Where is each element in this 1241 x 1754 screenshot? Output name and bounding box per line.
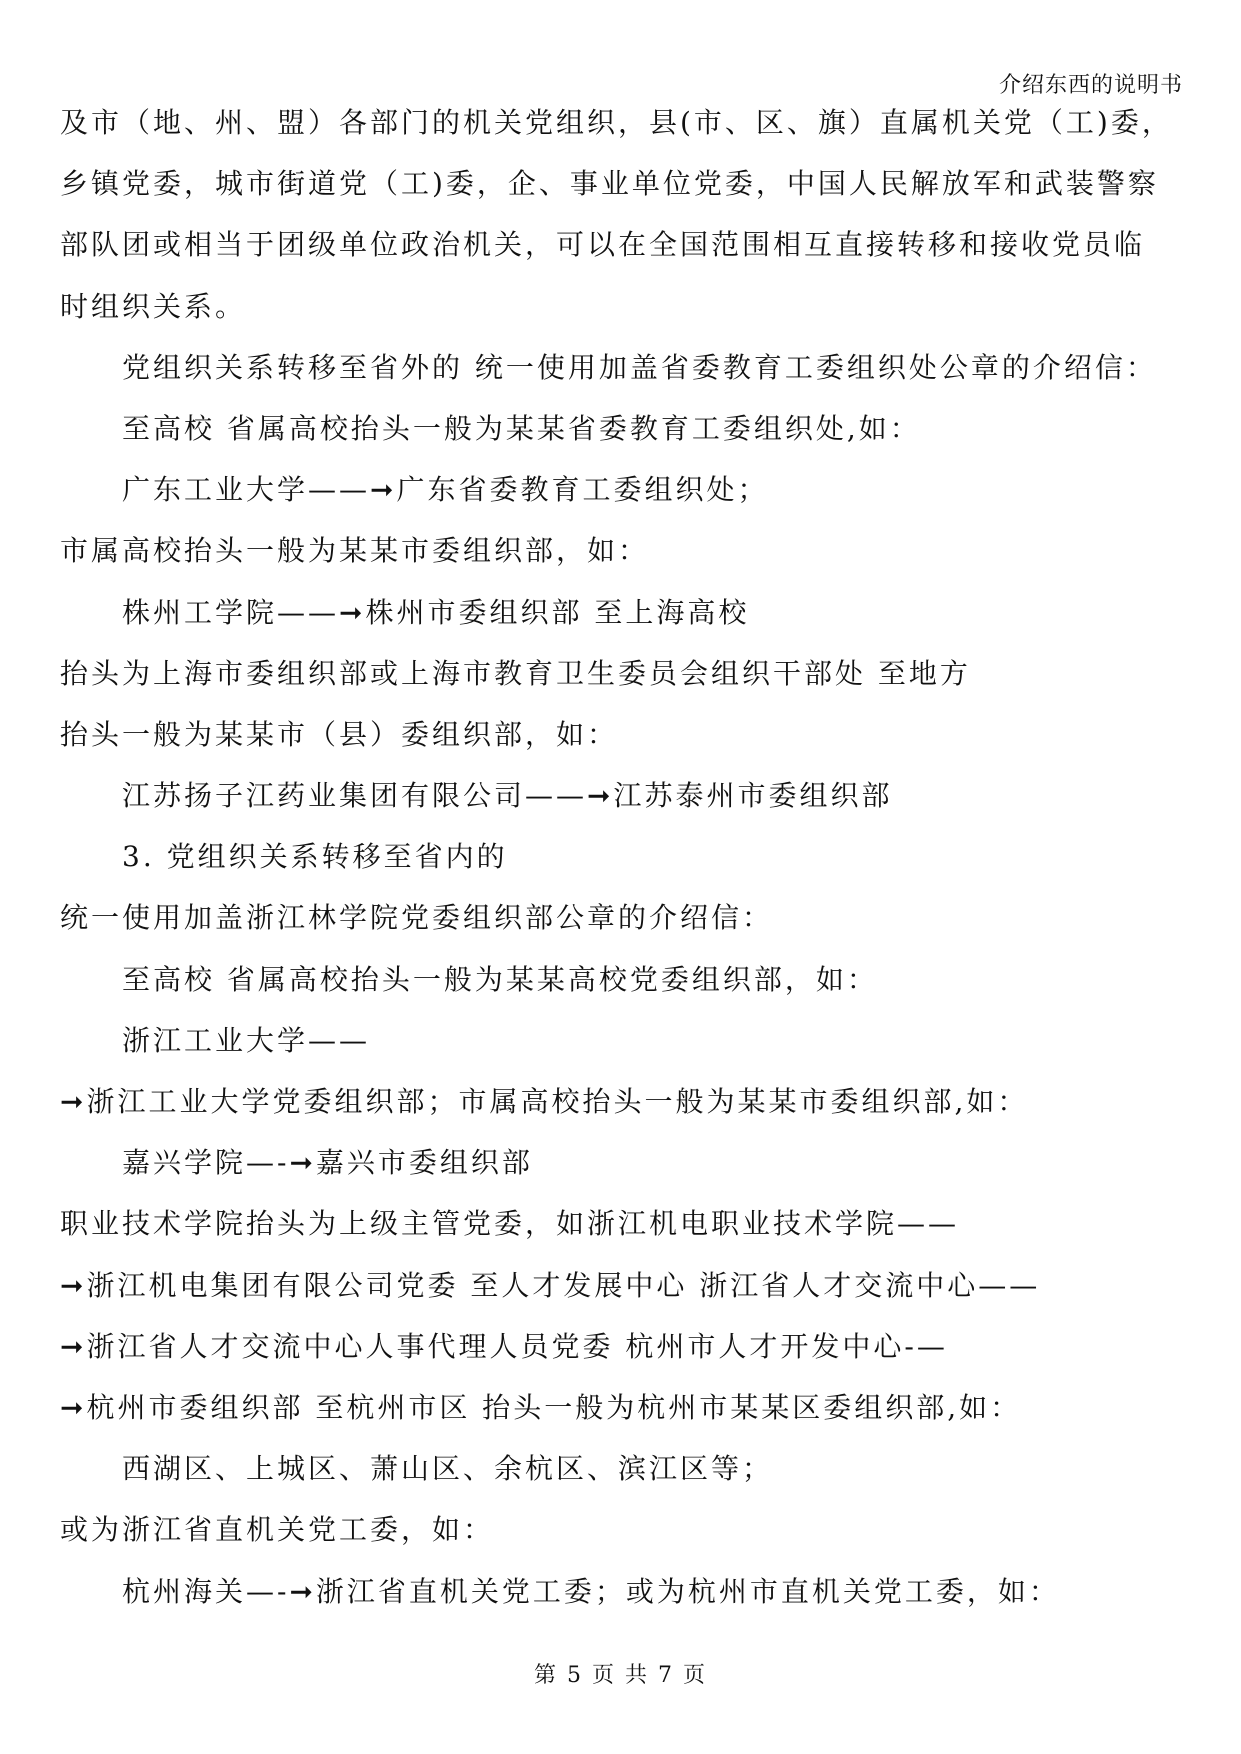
body-line: 时组织关系。 — [60, 289, 247, 323]
body-line: 市属高校抬头一般为某某市委组织部，如： — [60, 534, 650, 568]
body-line: ➞浙江工业大学党委组织部；市属高校抬头一般为某某市委组织部,如： — [60, 1085, 1029, 1118]
document-header-title: 介绍东西的说明书 — [998, 73, 1183, 98]
body-line: 至高校 省属高校抬头一般为某某高校党委组织部，如： — [122, 962, 878, 996]
body-line: 江苏扬子江药业集团有限公司——➞江苏泰州市委组织部 — [122, 779, 893, 813]
body-line: ➞浙江机电集团有限公司党委 至人才发展中心 浙江省人才交流中心—— — [60, 1268, 1041, 1302]
body-line: 或为浙江省直机关党工委，如： — [60, 1513, 495, 1547]
body-line: 抬头一般为某某市（县）委组织部，如： — [60, 717, 619, 751]
body-line: 乡镇党委，城市街道党（工)委，企、事业单位党委，中国人民解放军和武装警察 — [60, 167, 1159, 201]
document-body — [60, 92, 1190, 1622]
body-line: 抬头为上海市委组织部或上海市教育卫生委员会组织干部处 至地方 — [60, 656, 971, 690]
body-line: ➞杭州市委组织部 至杭州市区 抬头一般为杭州市某某区委组织部,如： — [60, 1390, 1022, 1424]
body-line: 株州工学院——➞株州市委组织部 至上海高校 — [122, 595, 750, 629]
page-number: 第 5 页 共 7 页 — [534, 1663, 707, 1688]
body-line: 党组织关系转移至省外的 统一使用加盖省委教育工委组织处公章的介绍信： — [122, 350, 1157, 384]
body-line: 3. 党组织关系转移至省内的 — [122, 840, 508, 874]
body-line: 及市（地、州、盟）各部门的机关党组织，县(市、区、旗）直属机关党（工)委， — [60, 106, 1173, 139]
body-line: 至高校 省属高校抬头一般为某某省委教育工委组织处,如： — [122, 411, 921, 445]
body-line: 职业技术学院抬头为上级主管党委，如浙江机电职业技术学院—— — [60, 1207, 960, 1241]
body-line: 统一使用加盖浙江林学院党委组织部公章的介绍信： — [60, 901, 774, 935]
body-line: ➞浙江省人才交流中心人事代理人员党委 杭州市人才开发中心-— — [60, 1329, 948, 1363]
body-line: 部队团或相当于团级单位政治机关，可以在全国范围相互直接转移和接收党员临 — [60, 228, 1146, 262]
body-line: 西湖区、上城区、萧山区、余杭区、滨江区等； — [122, 1452, 774, 1486]
body-line: 广东工业大学——➞广东省委教育工委组织处； — [122, 473, 769, 507]
body-line: 杭州海关—-➞浙江省直机关党工委；或为杭州市直机关党工委，如： — [122, 1574, 1060, 1608]
body-line: 嘉兴学院—-➞嘉兴市委组织部 — [122, 1146, 533, 1180]
body-line: 浙江工业大学—— — [122, 1023, 371, 1057]
